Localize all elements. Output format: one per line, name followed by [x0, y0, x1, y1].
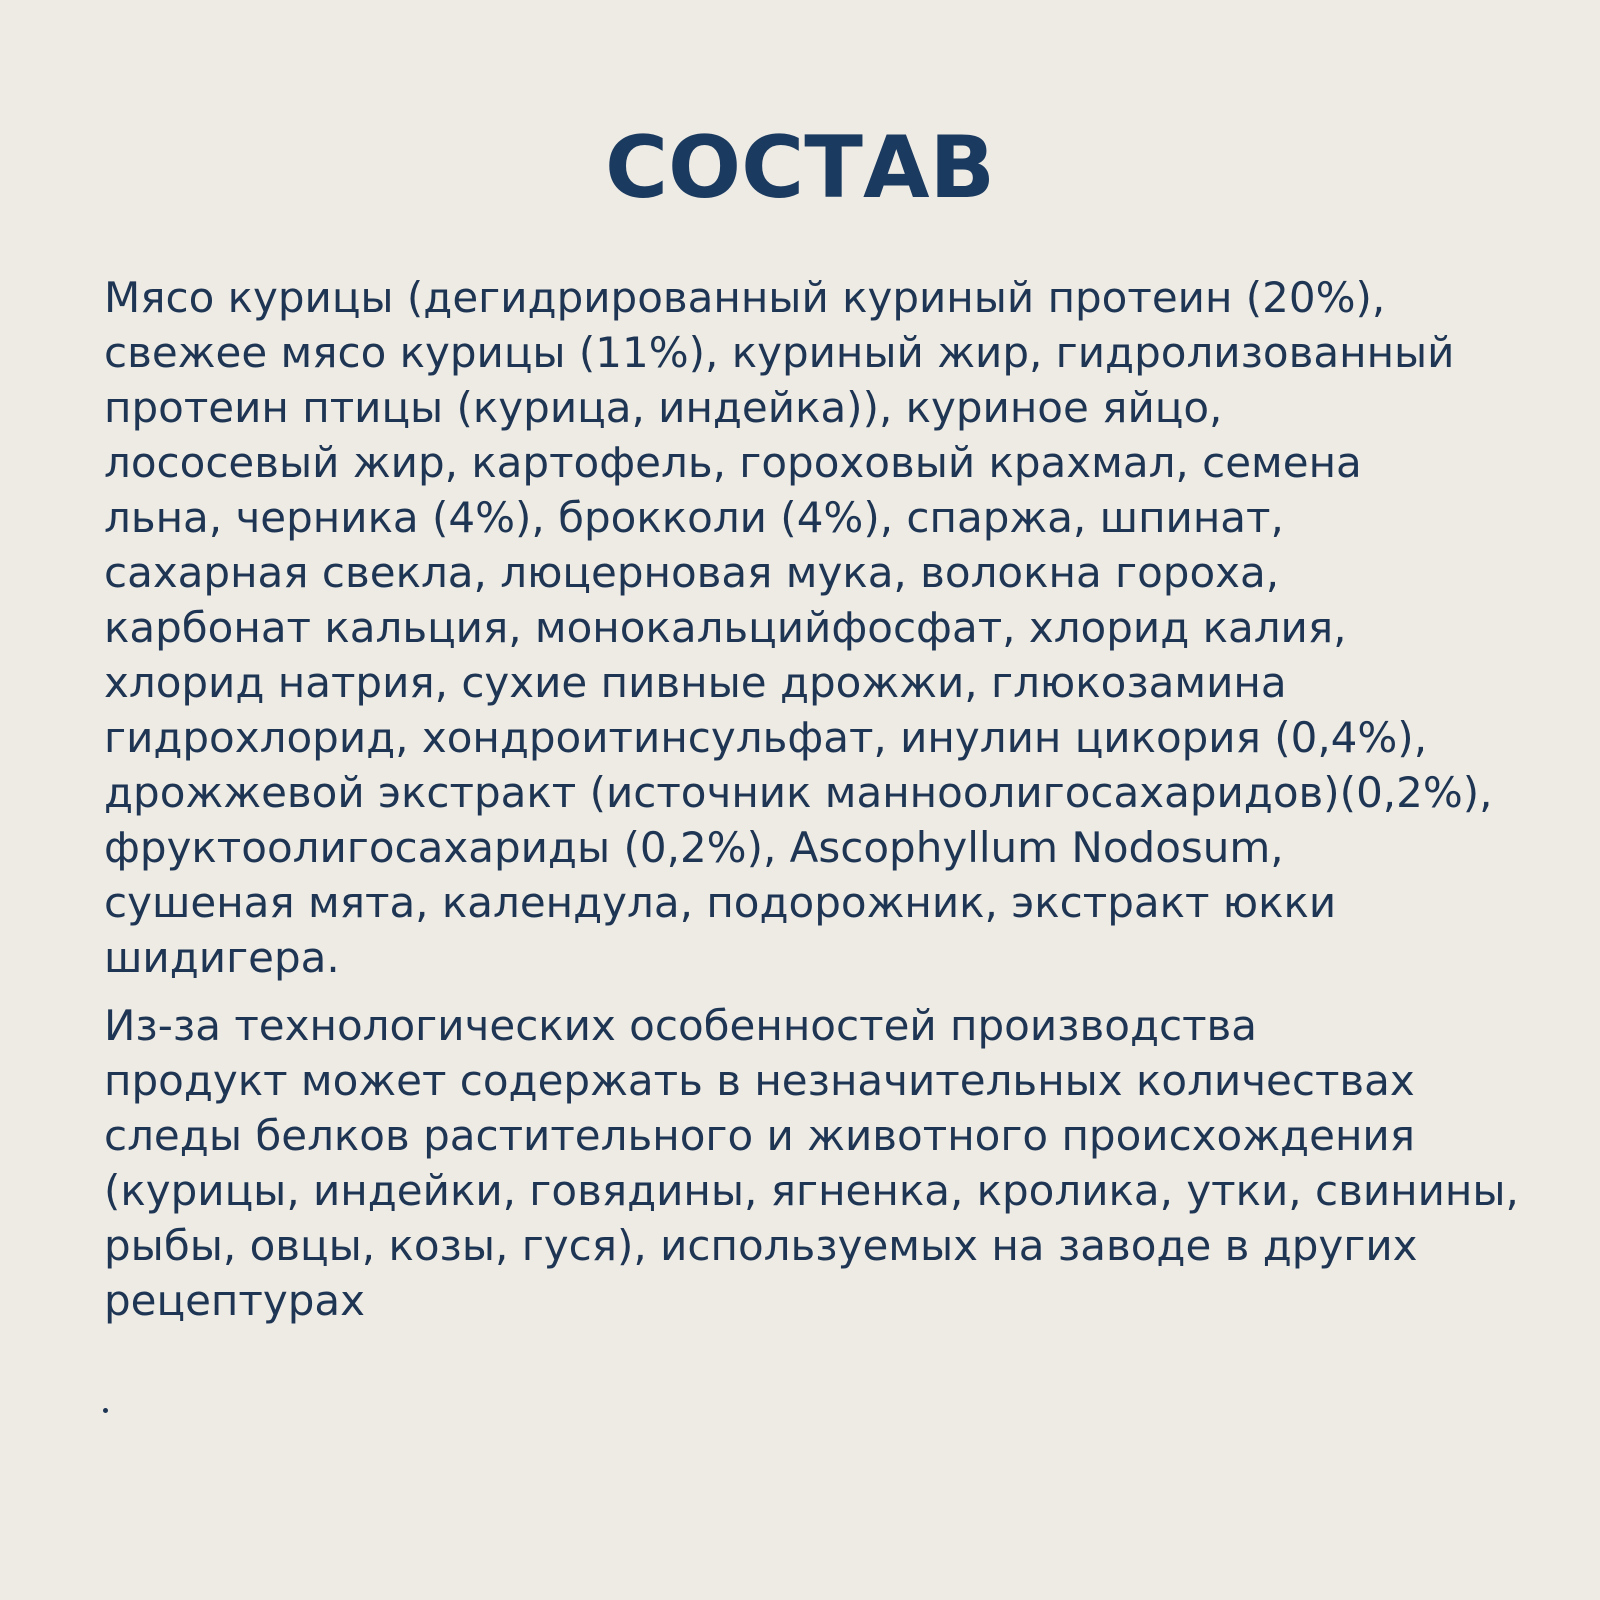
composition-line: сушеная мята, календула, подорожник, экстракт юкки — [104, 878, 1337, 927]
notice-paragraph — [104, 998, 1564, 1328]
composition-line: льна, черника (4%), брокколи (4%), спаржа, шпинат, — [104, 493, 1284, 542]
composition-line: шидигера. — [104, 933, 340, 982]
composition-line: протеин птицы (курица, индейка)), куриное яйцо, — [104, 383, 1223, 432]
composition-line: лососевый жир, картофель, гороховый крахмал, семена — [104, 438, 1362, 487]
composition-line: сахарная свекла, люцерновая мука, волокна гороха, — [104, 548, 1280, 597]
composition-line: хлорид натрия, сухие пивные дрожжи, глюкозамина — [104, 658, 1287, 707]
composition-line: дрожжевой экстракт (источник манноолигосахаридов)(0,2%), — [104, 768, 1493, 817]
composition-paragraph — [104, 270, 1564, 985]
notice-line: продукт может содержать в незначительных количествах — [104, 1056, 1415, 1105]
page-title: СОСТАВ — [604, 118, 996, 218]
composition-line: фруктоолигосахариды (0,2%), Ascophyllum Nodosum, — [104, 823, 1284, 872]
composition-line: карбонат кальция, монокальцийфосфат, хлорид калия, — [104, 603, 1347, 652]
notice-line: рецептурах — [104, 1276, 365, 1325]
notice-line: Из-за технологических особенностей производства — [104, 1001, 1258, 1050]
notice-line: (курицы, индейки, говядины, ягненка, кролика, утки, свинины, — [104, 1166, 1519, 1215]
notice-line: рыбы, овцы, козы, гуся), используемых на заводе в других — [104, 1221, 1418, 1270]
bullet-dot — [103, 1408, 108, 1413]
notice-line: следы белков растительного и животного происхождения — [104, 1111, 1415, 1160]
composition-line: свежее мясо курицы (11%), куриный жир, гидролизованный — [104, 328, 1455, 377]
composition-line: гидрохлорид, хондроитинсульфат, инулин цикория (0,4%), — [104, 713, 1428, 762]
composition-line: Мясо курицы (дегидрированный куриный протеин (20%), — [104, 273, 1386, 322]
